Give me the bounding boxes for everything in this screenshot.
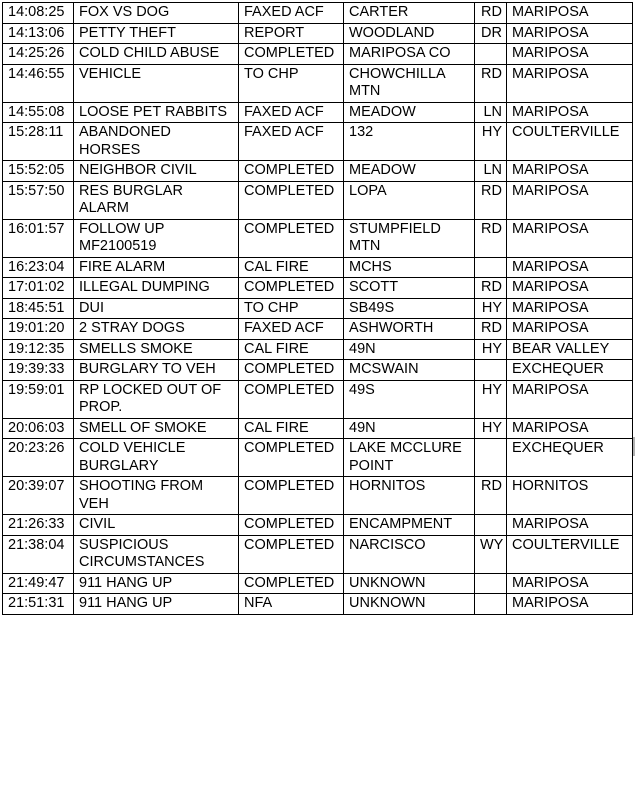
table-row	[3, 278, 633, 299]
time-cell: 14:13:06	[3, 23, 74, 44]
street-cell: NARCISCO	[344, 535, 475, 573]
street-suffix-cell: HY	[475, 123, 507, 161]
time-cell: 19:59:01	[3, 380, 74, 418]
call-type-cell: 911 HANG UP	[74, 594, 239, 615]
call-type-cell: FOLLOW UP MF2100519	[74, 219, 239, 257]
street-suffix-cell: DR	[475, 23, 507, 44]
call-log-body	[3, 3, 633, 615]
street-suffix-cell	[475, 515, 507, 536]
street-cell: MCSWAIN	[344, 360, 475, 381]
street-suffix-cell: LN	[475, 102, 507, 123]
street-suffix-cell: HY	[475, 298, 507, 319]
disposition-cell: COMPLETED	[239, 515, 344, 536]
street-cell: LAKE MCCLURE POINT	[344, 439, 475, 477]
street-suffix-cell: RD	[475, 319, 507, 340]
table-row	[3, 102, 633, 123]
street-cell: 49N	[344, 418, 475, 439]
table-row	[3, 23, 633, 44]
time-cell: 20:06:03	[3, 418, 74, 439]
city-cell: MARIPOSA	[507, 298, 633, 319]
call-type-cell: 911 HANG UP	[74, 573, 239, 594]
disposition-cell: FAXED ACF	[239, 123, 344, 161]
call-type-cell: SMELLS SMOKE	[74, 339, 239, 360]
call-type-cell: COLD VEHICLE BURGLARY	[74, 439, 239, 477]
call-type-cell: RES BURGLAR ALARM	[74, 181, 239, 219]
disposition-cell: COMPLETED	[239, 573, 344, 594]
time-cell: 21:49:47	[3, 573, 74, 594]
city-cell: MARIPOSA	[507, 380, 633, 418]
table-row	[3, 319, 633, 340]
disposition-cell: TO CHP	[239, 64, 344, 102]
table-row	[3, 439, 633, 477]
disposition-cell: COMPLETED	[239, 161, 344, 182]
street-cell: STUMPFIELD MTN	[344, 219, 475, 257]
street-cell: LOPA	[344, 181, 475, 219]
time-cell: 17:01:02	[3, 278, 74, 299]
street-cell: ASHWORTH	[344, 319, 475, 340]
table-row	[3, 298, 633, 319]
call-type-cell: NEIGHBOR CIVIL	[74, 161, 239, 182]
time-cell: 21:26:33	[3, 515, 74, 536]
time-cell: 16:01:57	[3, 219, 74, 257]
time-cell: 21:38:04	[3, 535, 74, 573]
city-cell: MARIPOSA	[507, 278, 633, 299]
street-suffix-cell: RD	[475, 181, 507, 219]
street-cell: UNKNOWN	[344, 594, 475, 615]
table-row	[3, 257, 633, 278]
table-row	[3, 161, 633, 182]
street-cell: MCHS	[344, 257, 475, 278]
disposition-cell: COMPLETED	[239, 219, 344, 257]
disposition-cell: COMPLETED	[239, 278, 344, 299]
city-cell: MARIPOSA	[507, 594, 633, 615]
street-suffix-cell	[475, 594, 507, 615]
street-suffix-cell: HY	[475, 380, 507, 418]
city-cell: MARIPOSA	[507, 181, 633, 219]
call-type-cell: VEHICLE	[74, 64, 239, 102]
time-cell: 20:23:26	[3, 439, 74, 477]
disposition-cell: CAL FIRE	[239, 418, 344, 439]
street-cell: CHOWCHILLA MTN	[344, 64, 475, 102]
call-type-cell: FOX VS DOG	[74, 3, 239, 24]
street-suffix-cell	[475, 439, 507, 477]
time-cell: 19:39:33	[3, 360, 74, 381]
city-cell: EXCHEQUER	[507, 360, 633, 381]
disposition-cell: REPORT	[239, 23, 344, 44]
table-row	[3, 477, 633, 515]
call-type-cell: SMELL OF SMOKE	[74, 418, 239, 439]
city-cell: MARIPOSA	[507, 515, 633, 536]
time-cell: 14:55:08	[3, 102, 74, 123]
time-cell: 20:39:07	[3, 477, 74, 515]
street-suffix-cell	[475, 44, 507, 65]
disposition-cell: COMPLETED	[239, 477, 344, 515]
call-type-cell: RP LOCKED OUT OF PROP.	[74, 380, 239, 418]
time-cell: 21:51:31	[3, 594, 74, 615]
disposition-cell: TO CHP	[239, 298, 344, 319]
city-cell: MARIPOSA	[507, 219, 633, 257]
call-type-cell: BURGLARY TO VEH	[74, 360, 239, 381]
disposition-cell: FAXED ACF	[239, 319, 344, 340]
call-type-cell: COLD CHILD ABUSE	[74, 44, 239, 65]
street-cell: ENCAMPMENT	[344, 515, 475, 536]
city-cell: MARIPOSA	[507, 257, 633, 278]
disposition-cell: COMPLETED	[239, 535, 344, 573]
city-cell: HORNITOS	[507, 477, 633, 515]
table-row	[3, 339, 633, 360]
street-suffix-cell	[475, 573, 507, 594]
street-cell: SCOTT	[344, 278, 475, 299]
table-row	[3, 360, 633, 381]
disposition-cell: COMPLETED	[239, 380, 344, 418]
call-type-cell: LOOSE PET RABBITS	[74, 102, 239, 123]
street-suffix-cell: RD	[475, 3, 507, 24]
disposition-cell: CAL FIRE	[239, 257, 344, 278]
street-suffix-cell: RD	[475, 64, 507, 102]
table-row	[3, 594, 633, 615]
table-row	[3, 123, 633, 161]
table-row	[3, 181, 633, 219]
table-row	[3, 3, 633, 24]
table-row	[3, 535, 633, 573]
call-type-cell: DUI	[74, 298, 239, 319]
disposition-cell: COMPLETED	[239, 181, 344, 219]
street-cell: 49S	[344, 380, 475, 418]
street-suffix-cell: HY	[475, 339, 507, 360]
time-cell: 19:01:20	[3, 319, 74, 340]
table-row	[3, 515, 633, 536]
city-cell: MARIPOSA	[507, 102, 633, 123]
disposition-cell: FAXED ACF	[239, 102, 344, 123]
time-cell: 15:52:05	[3, 161, 74, 182]
street-cell: CARTER	[344, 3, 475, 24]
street-suffix-cell: HY	[475, 418, 507, 439]
call-type-cell: SUSPICIOUS CIRCUMSTANCES	[74, 535, 239, 573]
table-row	[3, 573, 633, 594]
call-type-cell: CIVIL	[74, 515, 239, 536]
table-row	[3, 64, 633, 102]
city-cell: MARIPOSA	[507, 44, 633, 65]
street-suffix-cell	[475, 257, 507, 278]
disposition-cell: FAXED ACF	[239, 3, 344, 24]
street-cell: MARIPOSA CO	[344, 44, 475, 65]
street-suffix-cell: RD	[475, 477, 507, 515]
call-type-cell: FIRE ALARM	[74, 257, 239, 278]
city-cell: EXCHEQUER	[507, 439, 633, 477]
street-cell: 132	[344, 123, 475, 161]
city-cell: COULTERVILLE	[507, 123, 633, 161]
disposition-cell: CAL FIRE	[239, 339, 344, 360]
street-suffix-cell: RD	[475, 278, 507, 299]
disposition-cell: COMPLETED	[239, 360, 344, 381]
street-cell: SB49S	[344, 298, 475, 319]
street-cell: MEADOW	[344, 102, 475, 123]
city-cell: MARIPOSA	[507, 3, 633, 24]
disposition-cell: COMPLETED	[239, 439, 344, 477]
city-cell: MARIPOSA	[507, 418, 633, 439]
call-type-cell: ILLEGAL DUMPING	[74, 278, 239, 299]
city-cell: MARIPOSA	[507, 64, 633, 102]
street-cell: HORNITOS	[344, 477, 475, 515]
time-cell: 14:46:55	[3, 64, 74, 102]
street-suffix-cell: WY	[475, 535, 507, 573]
street-suffix-cell: LN	[475, 161, 507, 182]
street-cell: 49N	[344, 339, 475, 360]
scrollbar-edge	[633, 437, 635, 456]
time-cell: 15:57:50	[3, 181, 74, 219]
city-cell: COULTERVILLE	[507, 535, 633, 573]
city-cell: BEAR VALLEY	[507, 339, 633, 360]
table-row	[3, 44, 633, 65]
city-cell: MARIPOSA	[507, 161, 633, 182]
street-suffix-cell	[475, 360, 507, 381]
call-type-cell: SHOOTING FROM VEH	[74, 477, 239, 515]
call-type-cell: PETTY THEFT	[74, 23, 239, 44]
time-cell: 14:25:26	[3, 44, 74, 65]
city-cell: MARIPOSA	[507, 573, 633, 594]
time-cell: 15:28:11	[3, 123, 74, 161]
disposition-cell: NFA	[239, 594, 344, 615]
city-cell: MARIPOSA	[507, 319, 633, 340]
street-cell: UNKNOWN	[344, 573, 475, 594]
time-cell: 19:12:35	[3, 339, 74, 360]
time-cell: 16:23:04	[3, 257, 74, 278]
street-cell: MEADOW	[344, 161, 475, 182]
table-row	[3, 380, 633, 418]
city-cell: MARIPOSA	[507, 23, 633, 44]
call-type-cell: 2 STRAY DOGS	[74, 319, 239, 340]
table-row	[3, 418, 633, 439]
time-cell: 14:08:25	[3, 3, 74, 24]
table-row	[3, 219, 633, 257]
disposition-cell: COMPLETED	[239, 44, 344, 65]
call-type-cell: ABANDONED HORSES	[74, 123, 239, 161]
street-suffix-cell: RD	[475, 219, 507, 257]
time-cell: 18:45:51	[3, 298, 74, 319]
call-log-table	[2, 2, 633, 615]
street-cell: WOODLAND	[344, 23, 475, 44]
